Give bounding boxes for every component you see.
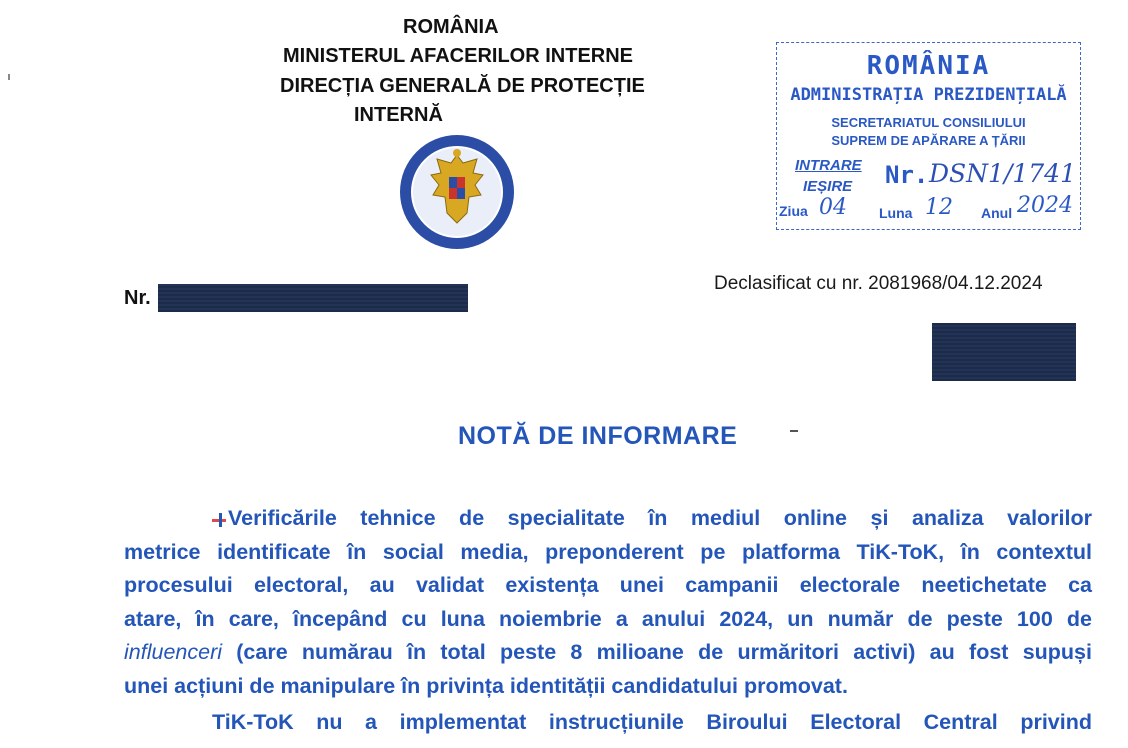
- stamp-nr-label: Nr.: [885, 161, 929, 189]
- bullet-cross-icon: [212, 513, 226, 527]
- header-directorate-cont: INTERNĂ: [354, 104, 443, 126]
- redaction-bar-number: [158, 284, 468, 312]
- stamp-an-label: Anul: [981, 205, 1013, 221]
- stamp-dept-line1: SECRETARIATUL CONSILIULUI: [831, 115, 1026, 130]
- stamp-iesire: IEȘIRE: [803, 178, 853, 195]
- redaction-bar-classification: [932, 323, 1076, 381]
- registration-stamp: [776, 42, 1081, 230]
- paragraph-1-line-5: influenceri (care numărau în total peste 8 milioane de urmăritori activi) au fost supuși: [124, 640, 1092, 664]
- stamp-country: ROMÂNIA: [866, 51, 991, 81]
- paragraph-1-line-6: unei acțiuni de manipulare în privința identității candidatului promovat.: [124, 673, 848, 698]
- paragraph-2-line-1: TiK-ToK nu a implementat instrucțiunile Biroului Electoral Central privind: [212, 710, 1092, 734]
- scan-speck: [790, 430, 798, 432]
- doc-number-label: Nr.: [124, 287, 151, 309]
- header-directorate: DIRECȚIA GENERALĂ DE PROTECȚIE: [280, 75, 645, 97]
- stamp-institution: ADMINISTRAȚIA PREZIDENȚIALĂ: [790, 85, 1067, 105]
- paragraph-1-line-3: procesului electoral, au validat existența unei campanii electorale neetichetate ca: [124, 573, 1092, 597]
- document-title: NOTĂ DE INFORMARE: [458, 422, 738, 450]
- stamp-luna-label: Luna: [879, 205, 913, 221]
- scan-speck: [8, 74, 10, 80]
- paragraph-2: [124, 706, 1092, 740]
- declassification-note: Declasificat cu nr. 2081968/04.12.2024: [714, 273, 1043, 294]
- stamp-intrare: INTRARE: [795, 157, 862, 174]
- stamp-an-value: 2024: [1017, 193, 1073, 218]
- stamp-ziua-label: Ziua: [779, 203, 808, 219]
- paragraph-1: [124, 502, 1092, 703]
- paragraph-1-line-4: atare, în care, începând cu luna noiembrie a anului 2024, un număr de peste 100 de: [124, 606, 1092, 631]
- stamp-dept-line2: SUPREM DE APĂRARE A ȚĂRII: [831, 133, 1026, 148]
- stamp-ziua-value: 04: [819, 195, 847, 220]
- paragraph-1-line-1: Verificările tehnice de specialitate în mediul online și analiza valorilor: [124, 502, 1092, 536]
- coat-of-arms-seal-icon: [397, 133, 517, 251]
- paragraph-1-line-2: metrice identificate în social media, preponderent pe platforma TiK-ToK, în contextul: [124, 539, 1092, 564]
- italic-term: influenceri: [124, 640, 222, 664]
- header-ministry: MINISTERUL AFACERILOR INTERNE: [283, 45, 634, 67]
- stamp-luna-value: 12: [925, 195, 953, 220]
- header-country: ROMÂNIA: [403, 16, 499, 38]
- stamp-nr-value: DSN1/1741: [929, 159, 1076, 188]
